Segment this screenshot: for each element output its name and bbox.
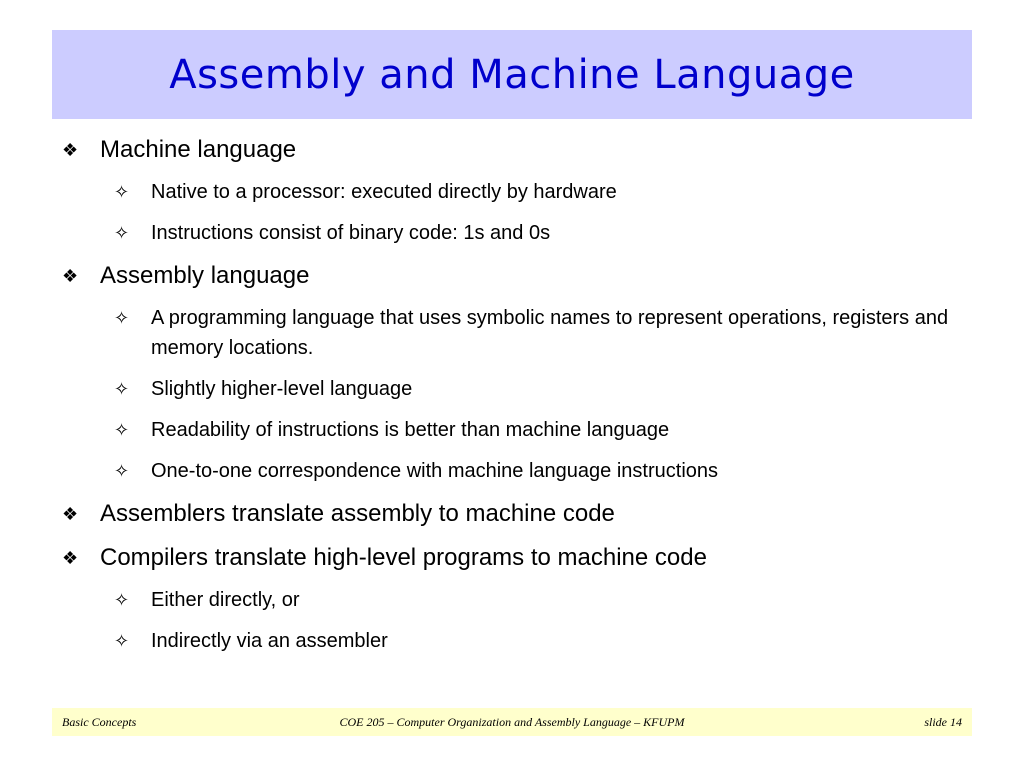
- sub-bullet-item: [114, 626, 962, 656]
- slide-title: Assembly and Machine Language: [169, 51, 855, 98]
- bullet-item: [62, 134, 962, 166]
- footer-course-label: COE 205 – Computer Organization and Assembly Language – KFUPM: [339, 715, 685, 729]
- star-bullet-icon: ✧: [114, 379, 130, 399]
- slide-content: [62, 134, 962, 656]
- diamond-bullet-icon: ❖: [62, 140, 79, 160]
- star-bullet-icon: ✧: [114, 590, 130, 610]
- sub-bullet-text: Instructions consist of binary code: 1s and 0s: [151, 222, 551, 244]
- sub-bullet-text: Native to a processor: executed directly by hardware: [151, 181, 617, 203]
- sub-bullet-item: [114, 177, 962, 207]
- sub-bullet-item: [114, 415, 962, 445]
- bullet-text: Compilers translate high-level programs to machine code: [100, 544, 707, 571]
- bullet-item: [62, 498, 962, 530]
- sub-bullet-text: One-to-one correspondence with machine language instructions: [151, 460, 719, 482]
- sub-bullet-item: [114, 585, 962, 615]
- sub-bullet-item: [114, 218, 962, 248]
- bullet-item: [62, 542, 962, 574]
- sub-bullet-item: [114, 374, 962, 404]
- bullet-item: [62, 260, 962, 292]
- sub-bullet-text: Indirectly via an assembler: [151, 630, 388, 652]
- star-bullet-icon: ✧: [114, 420, 130, 440]
- sub-bullet-item: [114, 456, 962, 486]
- sub-bullet-text: Readability of instructions is better than machine language: [151, 419, 670, 441]
- sub-bullet-item: [114, 303, 962, 363]
- diamond-bullet-icon: ❖: [62, 504, 79, 524]
- diamond-bullet-icon: ❖: [62, 266, 79, 286]
- star-bullet-icon: ✧: [114, 461, 130, 481]
- bullet-text: Assembly language: [100, 262, 310, 289]
- star-bullet-icon: ✧: [114, 631, 130, 651]
- sub-bullet-text: Either directly, or: [151, 589, 300, 611]
- diamond-bullet-icon: ❖: [62, 548, 79, 568]
- footer-section-label: Basic Concepts: [62, 715, 137, 729]
- bullet-text: Assemblers translate assembly to machine code: [100, 500, 615, 527]
- star-bullet-icon: ✧: [114, 308, 130, 328]
- bullet-text: Machine language: [100, 136, 297, 163]
- sub-bullet-text: A programming language that uses symbolic names to represent operations, registers and memory locations.: [151, 307, 949, 359]
- footer-slide-number: slide 14: [924, 715, 962, 729]
- slide-title-bar: [52, 30, 972, 119]
- star-bullet-icon: ✧: [114, 223, 130, 243]
- star-bullet-icon: ✧: [114, 182, 130, 202]
- sub-bullet-text: Slightly higher-level language: [151, 378, 413, 400]
- slide-footer: [52, 708, 972, 736]
